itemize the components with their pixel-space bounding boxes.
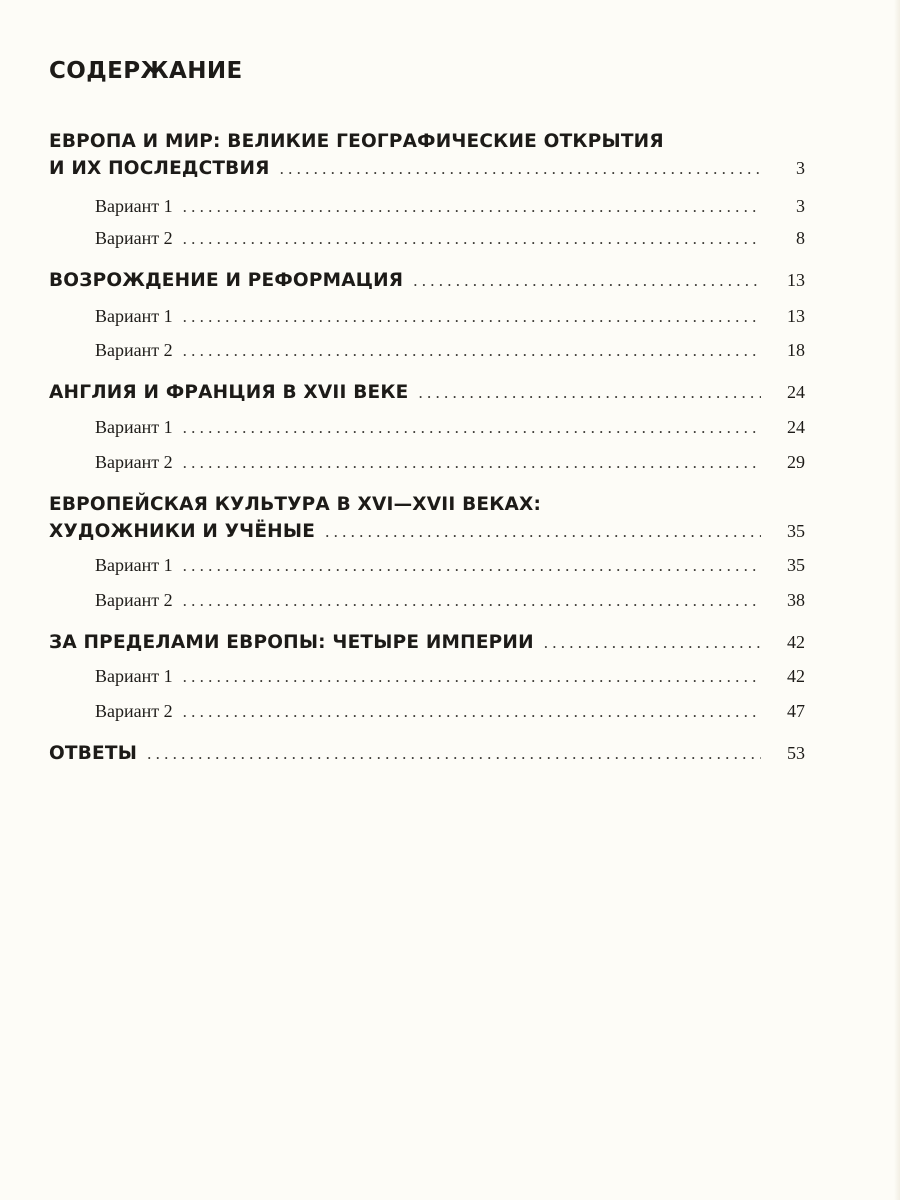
toc-variant-label: Вариант 1: [95, 666, 173, 686]
toc-variant-page: 35: [787, 555, 805, 575]
toc-section-4-title-line2: ХУДОЖНИКИ И УЧЁНЫЕ: [49, 521, 316, 542]
toc-section-2-variant-2[interactable]: [95, 340, 805, 361]
toc-section-2[interactable]: [49, 270, 805, 291]
toc-section-1-page: 3: [796, 158, 805, 178]
dot-leader: [183, 197, 761, 217]
toc-variant-page: 13: [787, 306, 805, 326]
toc-section-5[interactable]: [49, 632, 805, 653]
dot-leader: [419, 383, 761, 403]
toc-section-6-page: 53: [787, 743, 805, 763]
dot-leader: [183, 667, 761, 687]
toc-variant-label: Вариант 1: [95, 555, 173, 575]
toc-variant-label: Вариант 2: [95, 452, 173, 472]
page-title: СОДЕРЖАНИЕ: [49, 58, 243, 84]
toc-section-3-variant-2[interactable]: [95, 452, 805, 473]
dot-leader: [325, 522, 761, 542]
toc-section-1[interactable]: [49, 158, 805, 179]
toc-section-3-title: АНГЛИЯ И ФРАНЦИЯ В XVII ВЕКЕ: [49, 382, 409, 403]
toc-section-4-title-line1: ЕВРОПЕЙСКАЯ КУЛЬТУРА В XVI—XVII ВЕКАХ:: [49, 494, 542, 515]
toc-variant-label: Вариант 2: [95, 701, 173, 721]
toc-variant-label: Вариант 2: [95, 340, 173, 360]
toc-section-3[interactable]: [49, 382, 805, 403]
toc-section-2-variant-1[interactable]: [95, 306, 805, 327]
dot-leader: [183, 418, 761, 438]
toc-variant-page: 47: [787, 701, 805, 721]
dot-leader: [183, 702, 761, 722]
toc-variant-label: Вариант 2: [95, 228, 173, 248]
toc-section-1-variant-1[interactable]: [95, 196, 805, 217]
toc-variant-label: Вариант 1: [95, 306, 173, 326]
toc-variant-label: Вариант 1: [95, 196, 173, 216]
dot-leader: [183, 307, 761, 327]
toc-section-4-variant-1[interactable]: [95, 555, 805, 576]
toc-section-3-variant-1[interactable]: [95, 417, 805, 438]
toc-section-5-variant-1[interactable]: [95, 666, 805, 687]
dot-leader: [413, 271, 761, 291]
toc-variant-page: 24: [787, 417, 805, 437]
toc-section-4[interactable]: [49, 521, 805, 542]
toc-variant-page: 42: [787, 666, 805, 686]
dot-leader: [183, 556, 761, 576]
toc-section-5-page: 42: [787, 632, 805, 652]
dot-leader: [183, 341, 761, 361]
dot-leader: [183, 453, 761, 473]
toc-variant-page: 8: [796, 228, 805, 248]
toc-section-1-variant-2[interactable]: [95, 228, 805, 249]
dot-leader: [544, 633, 761, 653]
toc-section-4-variant-2[interactable]: [95, 590, 805, 611]
toc-section-6[interactable]: [49, 743, 805, 764]
toc-section-2-page: 13: [787, 270, 805, 290]
toc-variant-page: 38: [787, 590, 805, 610]
toc-section-5-title: ЗА ПРЕДЕЛАМИ ЕВРОПЫ: ЧЕТЫРЕ ИМПЕРИИ: [49, 632, 534, 653]
toc-variant-label: Вариант 2: [95, 590, 173, 610]
toc-variant-page: 3: [796, 196, 805, 216]
toc-section-1-title-line2: И ИХ ПОСЛЕДСТВИЯ: [49, 158, 270, 179]
toc-section-2-title: ВОЗРОЖДЕНИЕ И РЕФОРМАЦИЯ: [49, 270, 404, 291]
dot-leader: [183, 229, 761, 249]
dot-leader: [183, 591, 761, 611]
toc-variant-page: 18: [787, 340, 805, 360]
toc-section-4-page: 35: [787, 521, 805, 541]
toc-section-1-title-line1: ЕВРОПА И МИР: ВЕЛИКИЕ ГЕОГРАФИЧЕСКИЕ ОТКРЫТИЯ: [49, 131, 664, 152]
toc-section-3-page: 24: [787, 382, 805, 402]
toc-variant-page: 29: [787, 452, 805, 472]
dot-leader: [280, 159, 761, 179]
toc-variant-label: Вариант 1: [95, 417, 173, 437]
dot-leader: [147, 744, 761, 764]
page-edge-shadow: [894, 0, 900, 1200]
toc-section-5-variant-2[interactable]: [95, 701, 805, 722]
toc-section-6-title: ОТВЕТЫ: [49, 743, 138, 764]
